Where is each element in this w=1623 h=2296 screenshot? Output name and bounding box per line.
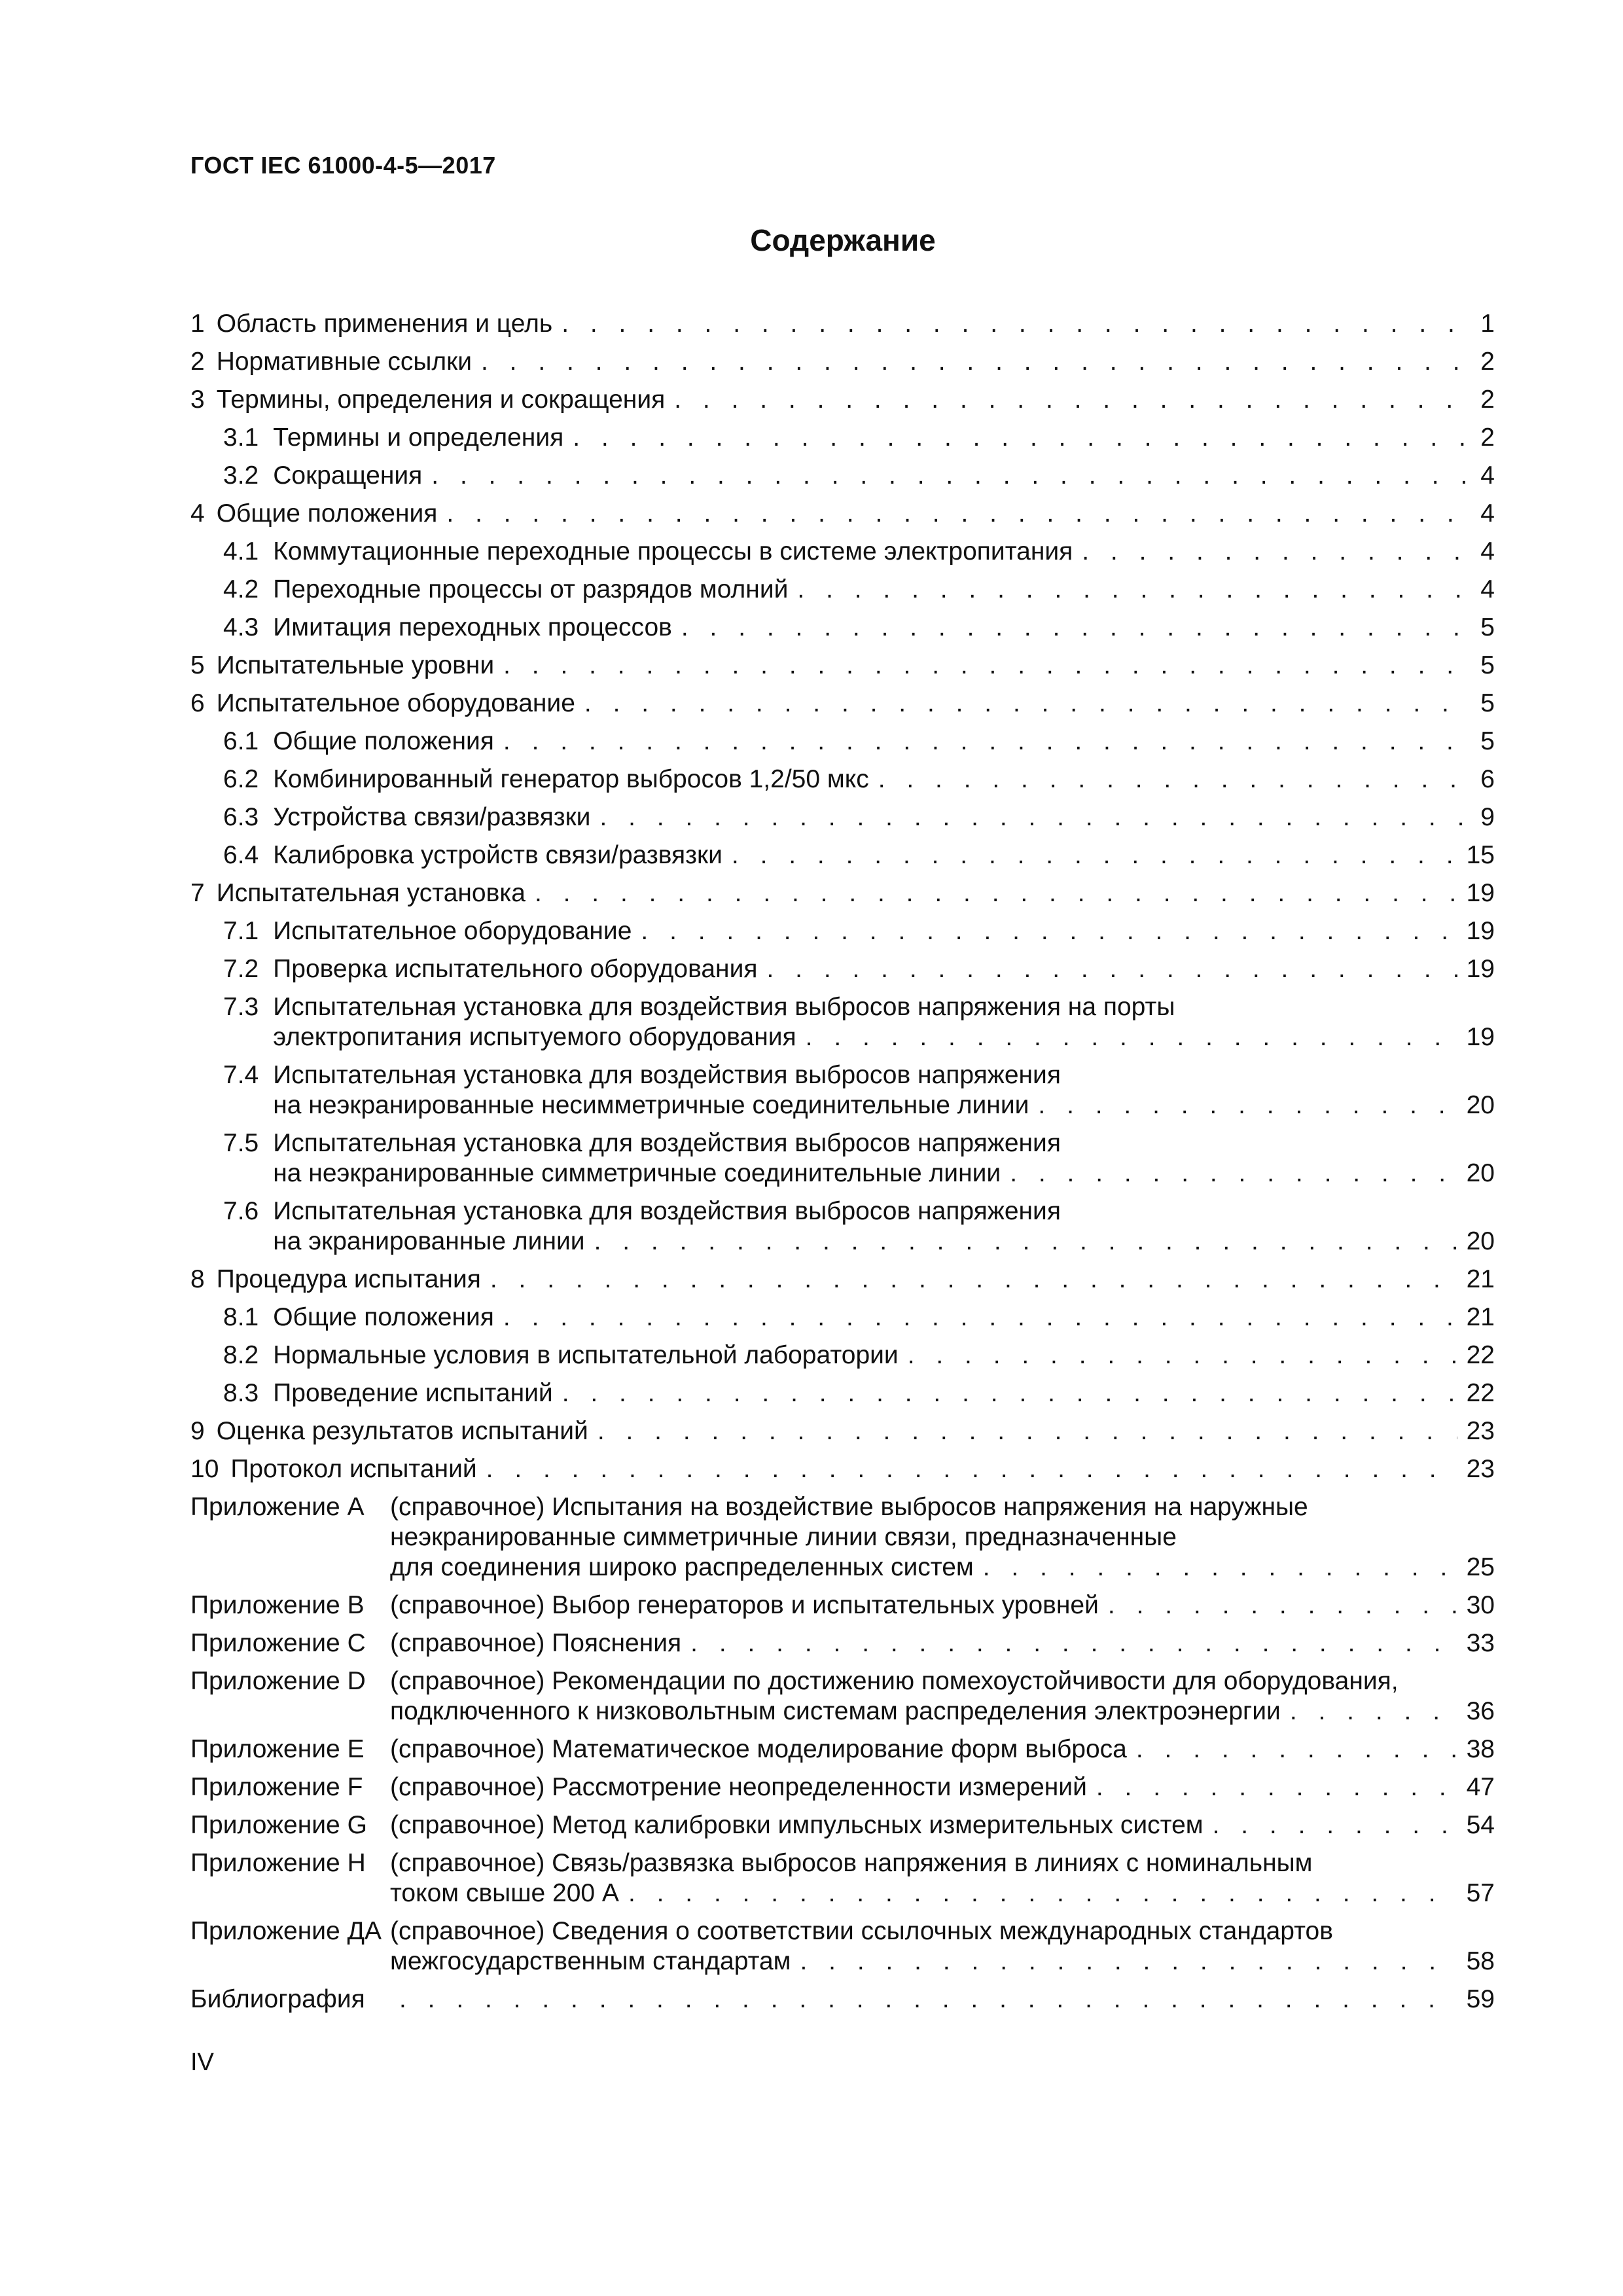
appendix-entry[interactable] (190, 1734, 1495, 1765)
page-number: IV (190, 2049, 214, 2076)
entry-title-line: (справочное) Сведения о соответствии ссылочных международных стандартов (390, 1917, 1333, 1945)
toc-entry[interactable] (190, 537, 1495, 567)
page-ref: 20 (1466, 1091, 1495, 1119)
dot-leader (597, 1416, 1457, 1446)
page-ref: 4 (1480, 575, 1495, 603)
dot-leader (431, 461, 1471, 491)
section-number: 8.3 (223, 1379, 259, 1407)
section-number: 7 (190, 879, 205, 907)
appendix-label: Приложение С (190, 1629, 366, 1657)
entry-title: Комбинированный генератор выбросов 1,2/50 мкс (273, 765, 869, 793)
entry-title: на экранированные линии (273, 1227, 585, 1255)
dot-leader (399, 1984, 1457, 2015)
appendix-label: Приложение Е (190, 1735, 365, 1763)
toc-entry[interactable] (190, 385, 1495, 415)
section-number: 8 (190, 1265, 205, 1293)
section-number: 8.2 (223, 1341, 259, 1369)
entry-title: Термины, определения и сокращения (216, 386, 666, 414)
entry-title: Проведение испытаний (273, 1379, 553, 1407)
entry-title: (справочное) Метод калибровки импульсных измерительных систем (390, 1811, 1204, 1839)
entry-title: Испытательная установка (216, 879, 526, 907)
section-number: 6.4 (223, 841, 259, 869)
dot-leader (1136, 1734, 1457, 1765)
page-ref: 19 (1466, 879, 1495, 907)
section-number: 7.2 (223, 955, 259, 983)
toc-entry[interactable] (190, 651, 1495, 681)
entry-title: Нормативные ссылки (216, 348, 472, 376)
page-ref: 23 (1466, 1417, 1495, 1445)
page-ref: 25 (1466, 1553, 1495, 1581)
section-number: 4.3 (223, 613, 259, 641)
toc-entry[interactable] (190, 689, 1495, 719)
appendix-label: Приложение F (190, 1773, 363, 1801)
appendix-entry[interactable] (190, 1848, 1495, 1909)
toc-entry[interactable] (190, 499, 1495, 529)
dot-leader (486, 1454, 1457, 1484)
section-number: 7.6 (223, 1197, 259, 1225)
toc-title: Содержание (750, 223, 936, 257)
page-ref: 59 (1466, 1985, 1495, 2013)
toc-entry[interactable] (190, 954, 1495, 984)
page-ref: 58 (1466, 1947, 1495, 1975)
page-ref: 2 (1480, 386, 1495, 414)
section-number: 6.1 (223, 727, 259, 755)
appendix-entry[interactable] (190, 1772, 1495, 1803)
entry-title: для соединения широко распределенных систем (390, 1553, 974, 1581)
section-number: 7.5 (223, 1129, 259, 1157)
entry-title-line: неэкранированные симметричные линии связи, предназначенные (390, 1523, 1177, 1551)
appendix-entry[interactable] (190, 1916, 1495, 1977)
appendix-entry[interactable] (190, 1666, 1495, 1727)
section-number: 4 (190, 499, 205, 528)
dot-leader (490, 1265, 1457, 1295)
appendix-entry[interactable] (190, 1492, 1495, 1583)
page-ref: 5 (1480, 651, 1495, 679)
dot-leader (681, 613, 1471, 643)
entry-title: Процедура испытания (216, 1265, 481, 1293)
section-number: 7.4 (223, 1061, 259, 1089)
toc-entry[interactable] (190, 1416, 1495, 1446)
dot-leader (1010, 1158, 1457, 1189)
dot-leader (690, 1628, 1457, 1659)
entry-title: током свыше 200 А (390, 1879, 619, 1907)
dot-leader (562, 1378, 1457, 1408)
page-ref: 19 (1466, 1023, 1495, 1051)
appendix-label: Приложение G (190, 1811, 367, 1839)
dot-leader (446, 499, 1471, 529)
toc-entry[interactable] (190, 764, 1495, 795)
page-ref: 30 (1466, 1591, 1495, 1619)
dot-leader (1096, 1772, 1457, 1803)
entry-title-line: (справочное) Связь/развязка выбросов напряжения в линиях с номинальным (390, 1849, 1313, 1877)
dot-leader (878, 764, 1472, 795)
dot-leader (766, 954, 1457, 984)
dot-leader (1082, 537, 1471, 567)
entry-title: (справочное) Выбор генераторов и испытательных уровней (390, 1591, 1099, 1619)
entry-title: Сокращения (273, 461, 423, 490)
page-ref: 20 (1466, 1227, 1495, 1255)
page-ref: 5 (1480, 689, 1495, 717)
page-ref: 5 (1480, 613, 1495, 641)
page-ref: 54 (1466, 1811, 1495, 1839)
dot-leader (1213, 1810, 1457, 1840)
page-ref: 19 (1466, 917, 1495, 945)
entry-title: межгосударственным стандартам (390, 1947, 791, 1975)
entry-title: электропитания испытуемого оборудования (273, 1023, 796, 1051)
page-ref: 20 (1466, 1159, 1495, 1187)
dot-leader (599, 802, 1471, 833)
entry-title: Термины и определения (273, 423, 564, 452)
dot-leader (1108, 1590, 1457, 1621)
toc-entry[interactable] (190, 613, 1495, 643)
appendix-label: Приложение Н (190, 1849, 366, 1877)
section-number: 6.3 (223, 803, 259, 831)
section-number: 3.2 (223, 461, 259, 490)
dot-leader (1038, 1090, 1457, 1121)
section-number: 3 (190, 386, 205, 414)
appendix-entry[interactable] (190, 1810, 1495, 1840)
dot-leader (573, 423, 1471, 453)
dot-leader (1290, 1696, 1457, 1727)
entry-title: на неэкранированные несимметричные соединительные линии (273, 1091, 1029, 1119)
section-number: 7.1 (223, 917, 259, 945)
toc-entry[interactable] (190, 840, 1495, 870)
page-ref: 33 (1466, 1629, 1495, 1657)
appendix-label: Приложение В (190, 1591, 365, 1619)
section-number: 8.1 (223, 1303, 259, 1331)
dot-leader (806, 1022, 1457, 1052)
entry-title: подключенного к низковольтным системам распределения электроэнергии (390, 1697, 1281, 1725)
page-ref: 22 (1466, 1379, 1495, 1407)
page-ref: 23 (1466, 1455, 1495, 1483)
page-ref: 21 (1466, 1265, 1495, 1293)
entry-title: Имитация переходных процессов (273, 613, 672, 641)
entry-title: Испытательное оборудование (273, 917, 632, 945)
page-ref: 4 (1480, 499, 1495, 528)
entry-title: Общие положения (216, 499, 438, 528)
toc-entry[interactable] (190, 726, 1495, 757)
dot-leader (797, 575, 1471, 605)
dot-leader (594, 1227, 1457, 1257)
appendix-entry[interactable] (190, 1590, 1495, 1621)
page-ref: 4 (1480, 461, 1495, 490)
section-number: 6.2 (223, 765, 259, 793)
appendix-label: Приложение D (190, 1667, 366, 1695)
page-ref: 1 (1480, 310, 1495, 338)
page-ref: 5 (1480, 727, 1495, 755)
standard-designation: ГОСТ IEC 61000-4-5—2017 (190, 152, 496, 179)
dot-leader (674, 385, 1471, 415)
toc-entry[interactable] (190, 802, 1495, 833)
section-number: 5 (190, 651, 205, 679)
dot-leader (503, 1302, 1457, 1333)
entry-title: (справочное) Математическое моделирование форм выброса (390, 1735, 1127, 1763)
toc-entry[interactable] (190, 347, 1495, 377)
entry-title: Коммутационные переходные процессы в системе электропитания (273, 537, 1073, 565)
entry-title: (справочное) Рассмотрение неопределенности измерений (390, 1773, 1087, 1801)
entry-title-line: (справочное) Испытания на воздействие выбросов напряжения на наружные (390, 1493, 1308, 1521)
entry-title: Область применения и цель (216, 310, 553, 338)
page-ref: 2 (1480, 423, 1495, 452)
entry-title: Испытательные уровни (216, 651, 495, 679)
appendix-entry[interactable] (190, 1628, 1495, 1659)
appendix-label: Приложение ДА (190, 1917, 382, 1945)
toc-entry[interactable] (190, 423, 1495, 453)
dot-leader (641, 916, 1457, 946)
page-ref: 47 (1466, 1773, 1495, 1801)
page-ref: 57 (1466, 1879, 1495, 1907)
page-ref: 36 (1466, 1697, 1495, 1725)
section-number: 10 (190, 1455, 219, 1483)
entry-title: Переходные процессы от разрядов молний (273, 575, 789, 603)
dot-leader (732, 840, 1457, 870)
section-number: 4.2 (223, 575, 259, 603)
page-ref: 19 (1466, 955, 1495, 983)
dot-leader (503, 651, 1471, 681)
dot-leader (481, 347, 1471, 377)
toc-entry[interactable] (190, 1128, 1495, 1189)
toc-entry[interactable] (190, 916, 1495, 946)
toc-entry[interactable] (190, 1196, 1495, 1257)
page-ref: 15 (1466, 841, 1495, 869)
toc-entry[interactable] (190, 1454, 1495, 1484)
section-number: 2 (190, 348, 205, 376)
entry-title: Устройства связи/развязки (273, 803, 591, 831)
toc-entry[interactable] (190, 1060, 1495, 1121)
toc-entry[interactable] (190, 575, 1495, 605)
toc-entry[interactable] (190, 1378, 1495, 1408)
page-ref: 6 (1480, 765, 1495, 793)
toc-entry[interactable] (190, 878, 1495, 908)
entry-title-line: Испытательная установка для воздействия выбросов напряжения (273, 1129, 1061, 1157)
page-ref: 21 (1466, 1303, 1495, 1331)
dot-leader (584, 689, 1471, 719)
entry-title-line: (справочное) Рекомендации по достижению помехоустойчивости для оборудования, (390, 1667, 1399, 1695)
entry-title: Калибровка устройств связи/развязки (273, 841, 722, 869)
dot-leader (535, 878, 1457, 908)
appendix-label: Приложение А (190, 1493, 365, 1521)
dot-leader (983, 1552, 1457, 1583)
appendix-label: Библиография (190, 1985, 365, 2013)
entry-title: Испытательное оборудование (216, 689, 575, 717)
section-number: 4.1 (223, 537, 259, 565)
dot-leader (800, 1946, 1457, 1977)
page-ref: 2 (1480, 348, 1495, 376)
table-of-contents (190, 309, 1495, 2022)
section-number: 6 (190, 689, 205, 717)
toc-entry[interactable] (190, 309, 1495, 339)
entry-title-line: Испытательная установка для воздействия выбросов напряжения на порты (273, 993, 1175, 1021)
toc-entry[interactable] (190, 1340, 1495, 1371)
entry-title: (справочное) Пояснения (390, 1629, 682, 1657)
dot-leader (628, 1878, 1457, 1909)
toc-entry[interactable] (190, 992, 1495, 1052)
entry-title-line: Испытательная установка для воздействия выбросов напряжения (273, 1061, 1061, 1089)
section-number: 3.1 (223, 423, 259, 452)
entry-title: Нормальные условия в испытательной лаборатории (273, 1341, 899, 1369)
entry-title: Общие положения (273, 1303, 494, 1331)
toc-entry[interactable] (190, 1265, 1495, 1295)
section-number: 1 (190, 310, 205, 338)
entry-title: Общие положения (273, 727, 494, 755)
bibliography-entry[interactable] (190, 1984, 1495, 2015)
entry-title: на неэкранированные симметричные соединительные линии (273, 1159, 1001, 1187)
page-ref: 4 (1480, 537, 1495, 565)
dot-leader (908, 1340, 1457, 1371)
page-ref: 38 (1466, 1735, 1495, 1763)
dot-leader (562, 309, 1471, 339)
section-number: 9 (190, 1417, 205, 1445)
page-ref: 9 (1480, 803, 1495, 831)
entry-title: Протокол испытаний (230, 1455, 477, 1483)
toc-entry[interactable] (190, 461, 1495, 491)
entry-title-line: Испытательная установка для воздействия выбросов напряжения (273, 1197, 1061, 1225)
toc-entry[interactable] (190, 1302, 1495, 1333)
dot-leader (503, 726, 1471, 757)
entry-title: Оценка результатов испытаний (216, 1417, 588, 1445)
section-number: 7.3 (223, 993, 259, 1021)
entry-title: Проверка испытательного оборудования (273, 955, 758, 983)
page-ref: 22 (1466, 1341, 1495, 1369)
